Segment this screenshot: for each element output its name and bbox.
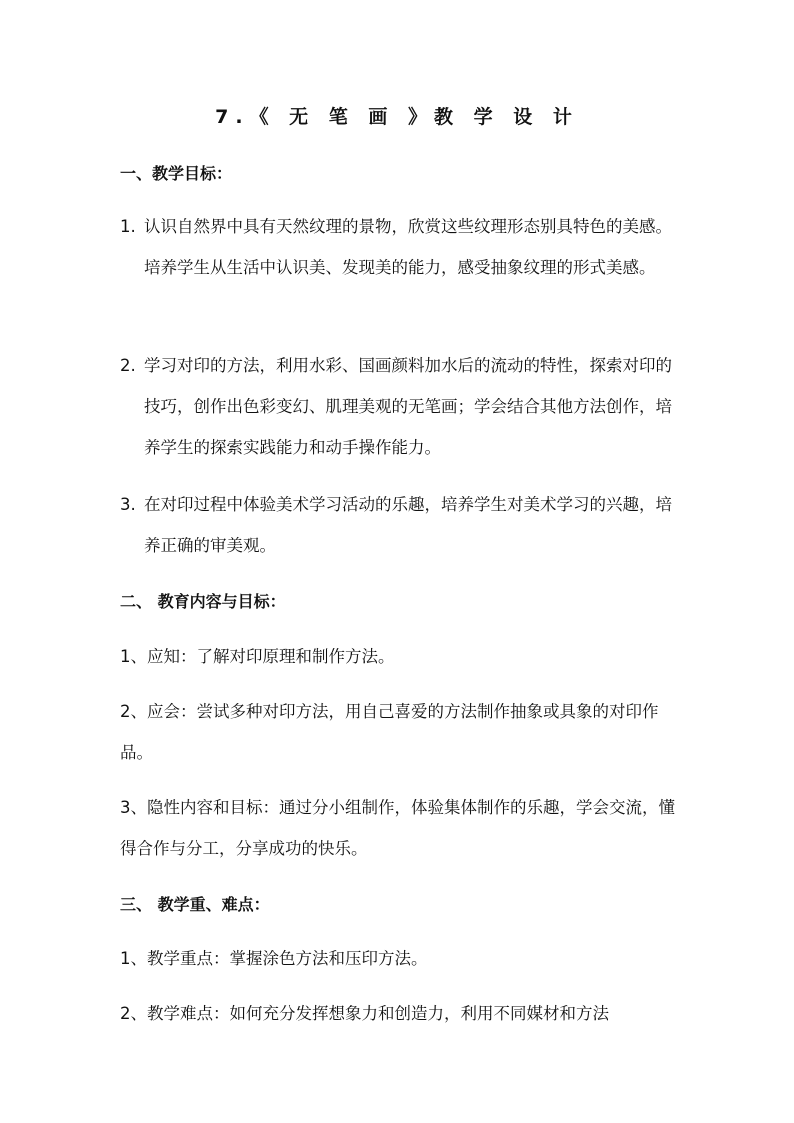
document-title: 7.《 无 笔 画 》教 学 设 计 xyxy=(215,106,579,128)
list-number: 1. xyxy=(120,217,136,236)
keypoint-item-1: 1、教学重点：掌握涂色方法和压印方法。 xyxy=(120,949,428,968)
objective-text: 学习对印的方法，利用水彩、国画颜料加水后的流动的特性，探索对印的技巧，创作出色彩变幻、肌理美观的无笔画；学会结合其他方法创作，培养学生的探索实践能力和动手操作能力。 xyxy=(144,356,672,457)
section-heading-objectives: 一、教学目标： xyxy=(120,164,233,183)
objective-item-2 xyxy=(120,345,676,468)
list-number: 2. xyxy=(120,356,136,375)
objective-text: 在对印过程中体验美术学习活动的乐趣，培养学生对美术学习的兴趣，培养正确的审美观。 xyxy=(144,495,672,555)
section-heading-keypoints: 三、 教学重、难点： xyxy=(120,895,270,914)
objective-text: 认识自然界中具有天然纹理的景物，欣赏这些纹理形态别具特色的美感。培养学生从生活中认识美、发现美的能力，感受抽象纹理的形式美感。 xyxy=(144,217,672,277)
list-number: 3. xyxy=(120,495,136,514)
content-item-2: 2、应会：尝试多种对印方法，用自己喜爱的方法制作抽象或具象的对印作品。 xyxy=(120,702,659,762)
keypoint-item-2: 2、教学难点：如何充分发挥想象力和创造力，利用不同媒材和方法 xyxy=(120,1004,609,1023)
content-item-3: 3、隐性内容和目标：通过分小组制作，体验集体制作的乐趣，学会交流，懂得合作与分工，分享成功的快乐。 xyxy=(120,798,675,858)
content-item-1: 1、应知：了解对印原理和制作方法。 xyxy=(120,647,395,666)
objective-item-3 xyxy=(120,484,676,566)
section-heading-content: 二、 教育内容与目标： xyxy=(120,592,286,611)
objective-item-1 xyxy=(120,206,676,288)
